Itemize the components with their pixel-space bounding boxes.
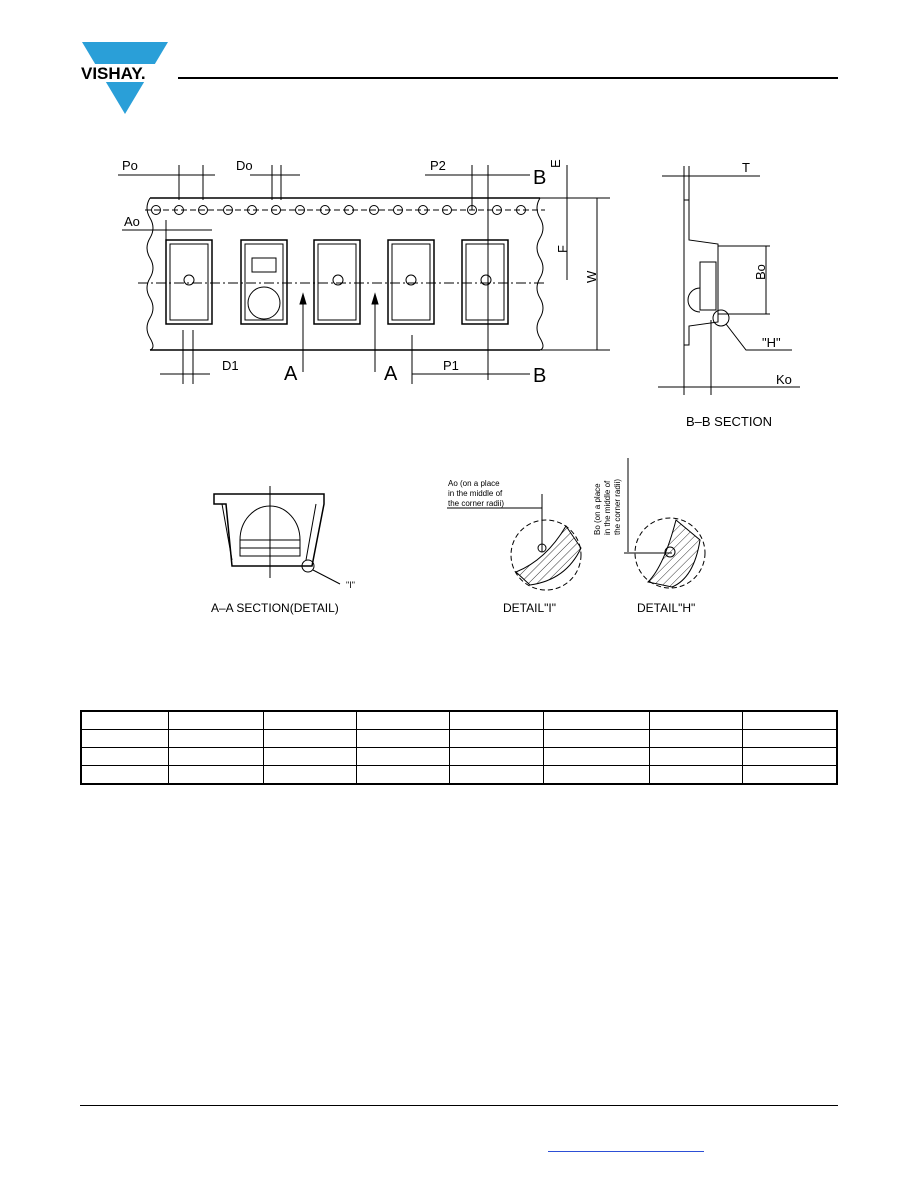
note-bo-line1: Bo (on a place — [593, 483, 602, 535]
table-cell — [81, 711, 169, 730]
table-cell — [264, 711, 357, 730]
label-po: Po — [122, 158, 138, 173]
label-w: W — [584, 270, 599, 283]
label-d1: D1 — [222, 358, 239, 373]
table-cell — [264, 766, 357, 785]
table-cell — [544, 711, 650, 730]
table-cell — [742, 711, 837, 730]
label-a-right: A — [384, 363, 398, 385]
table-row — [81, 748, 837, 766]
note-ao-line1: Ao (on a place — [448, 479, 500, 488]
table-cell — [169, 711, 264, 730]
table-cell — [742, 730, 837, 748]
aa-section-label: A–A SECTION(DETAIL) — [211, 601, 339, 615]
table-cell — [356, 730, 449, 748]
bb-section-label: B–B SECTION — [686, 414, 772, 429]
table-cell — [81, 766, 169, 785]
label-p2: P2 — [430, 158, 446, 173]
table-row — [81, 766, 837, 785]
brand-name: VISHAY. — [81, 64, 146, 83]
table-cell — [169, 748, 264, 766]
table-cell — [81, 730, 169, 748]
table-cell — [649, 766, 742, 785]
table-cell — [264, 730, 357, 748]
label-a-left: A — [284, 363, 298, 385]
label-do: Do — [236, 158, 253, 173]
dimension-table — [80, 710, 838, 785]
detail-h-label: DETAIL"H" — [637, 601, 696, 615]
table-cell — [356, 766, 449, 785]
table-cell — [544, 730, 650, 748]
table-cell — [169, 766, 264, 785]
label-e: E — [548, 159, 563, 168]
table-cell — [169, 730, 264, 748]
note-bo-line3: the corner radii) — [613, 478, 622, 535]
table-row — [81, 711, 837, 730]
table-cell — [356, 748, 449, 766]
table-cell — [544, 748, 650, 766]
marker-i: "I" — [346, 580, 355, 590]
label-t: T — [742, 160, 750, 175]
table-cell — [649, 730, 742, 748]
footer-link[interactable] — [548, 1150, 704, 1152]
table-cell — [356, 711, 449, 730]
footer-rule — [80, 1105, 838, 1106]
table-row — [81, 730, 837, 748]
note-ao-line2: in the middle of — [448, 489, 503, 498]
table-cell — [649, 711, 742, 730]
note-bo-line2: in the middle of — [603, 480, 612, 535]
label-f: F — [555, 245, 570, 253]
label-b-bottom: B — [533, 365, 547, 387]
table-cell — [649, 748, 742, 766]
table-cell — [449, 730, 544, 748]
table-cell — [449, 766, 544, 785]
label-ko: Ko — [776, 372, 792, 387]
note-ao-line3: the corner radii) — [448, 499, 505, 508]
table-cell — [81, 748, 169, 766]
label-b-top: B — [533, 167, 547, 189]
label-p1: P1 — [443, 358, 459, 373]
table-cell — [742, 766, 837, 785]
table-cell — [264, 748, 357, 766]
table-cell — [544, 766, 650, 785]
label-bo: Bo — [753, 264, 768, 280]
label-h: "H" — [762, 335, 781, 350]
table-cell — [449, 748, 544, 766]
table-cell — [742, 748, 837, 766]
table-cell — [449, 711, 544, 730]
detail-i-label: DETAIL"I" — [503, 601, 556, 615]
label-ao: Ao — [124, 214, 140, 229]
